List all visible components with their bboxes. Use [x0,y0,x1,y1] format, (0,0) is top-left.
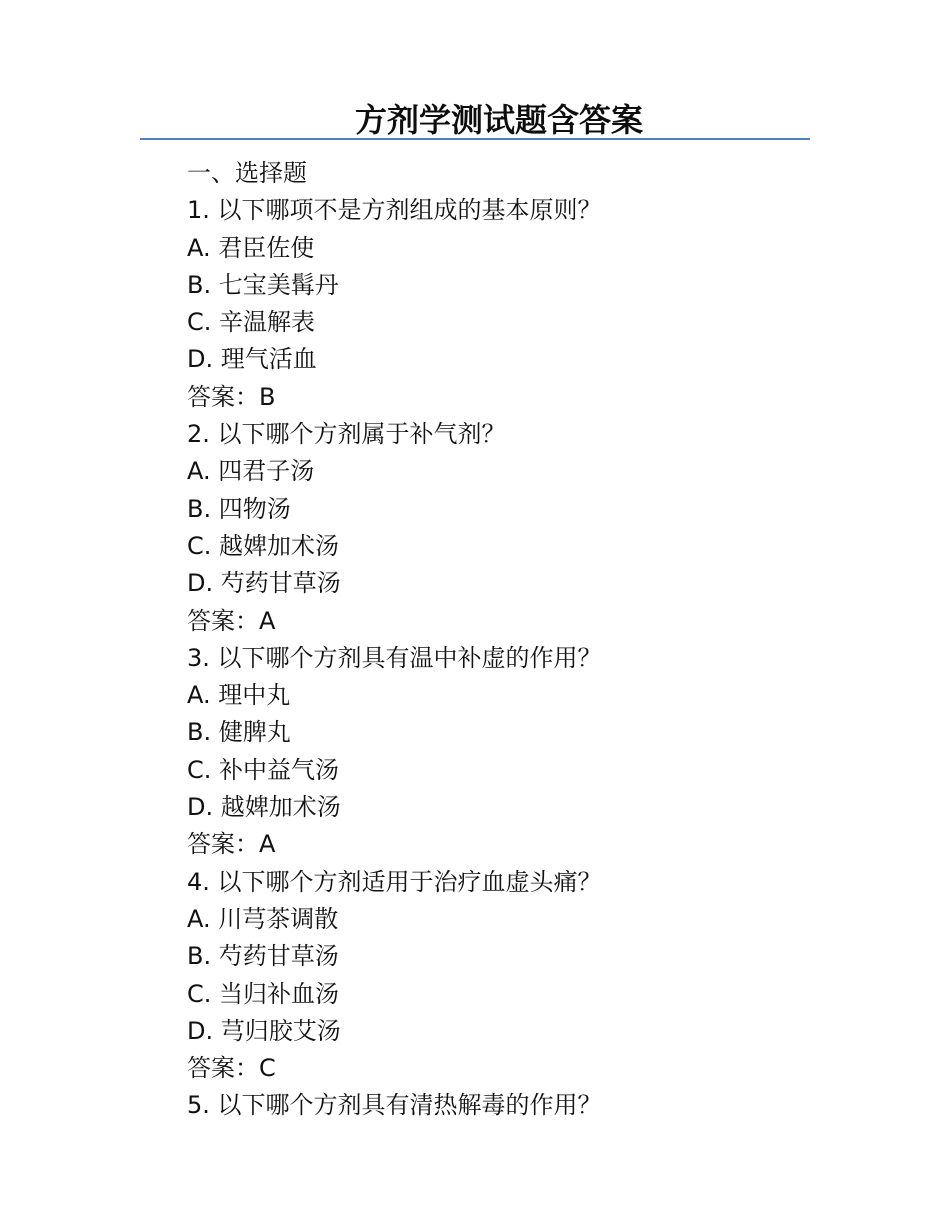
question-option: C. 补中益气汤 [187,755,340,784]
question-option: C. 辛温解表 [187,308,316,337]
question-option: B. 七宝美髯丹 [187,270,339,299]
question-answer: 答案：C [187,1054,276,1083]
question-stem: 5. 以下哪个方剂具有清热解毒的作用？ [187,1091,602,1120]
question-option: B. 芍药甘草汤 [187,942,339,971]
question-answer: 答案：B [187,382,276,411]
question-answer: 答案：A [187,830,276,859]
question-stem: 1. 以下哪项不是方剂组成的基本原则？ [187,196,602,225]
question-option: D. 越婢加术汤 [187,793,341,822]
question-option: A. 川芎茶调散 [187,904,339,933]
question-option: B. 健脾丸 [187,718,291,747]
question-stem: 2. 以下哪个方剂属于补气剂？ [187,420,506,449]
question-answer: 答案：A [187,606,276,635]
question-stem: 3. 以下哪个方剂具有温中补虚的作用？ [187,643,602,672]
question-option: D. 芎归胶艾汤 [187,1016,341,1045]
question-option: C. 当归补血汤 [187,979,340,1008]
question-stem: 4. 以下哪个方剂适用于治疗血虚头痛？ [187,867,602,896]
section-heading: 一、选择题 [187,159,307,187]
question-option: D. 理气活血 [187,345,317,374]
question-option: A. 君臣佐使 [187,233,315,262]
question-option: A. 理中丸 [187,681,291,710]
question-option: C. 越婢加术汤 [187,531,340,560]
title-underline [140,138,810,140]
document-body [187,155,827,1125]
question-option: A. 四君子汤 [187,457,315,486]
question-option: B. 四物汤 [187,494,291,523]
document-title: 方剂学测试题含答案 [354,101,643,139]
question-option: D. 芍药甘草汤 [187,569,341,598]
